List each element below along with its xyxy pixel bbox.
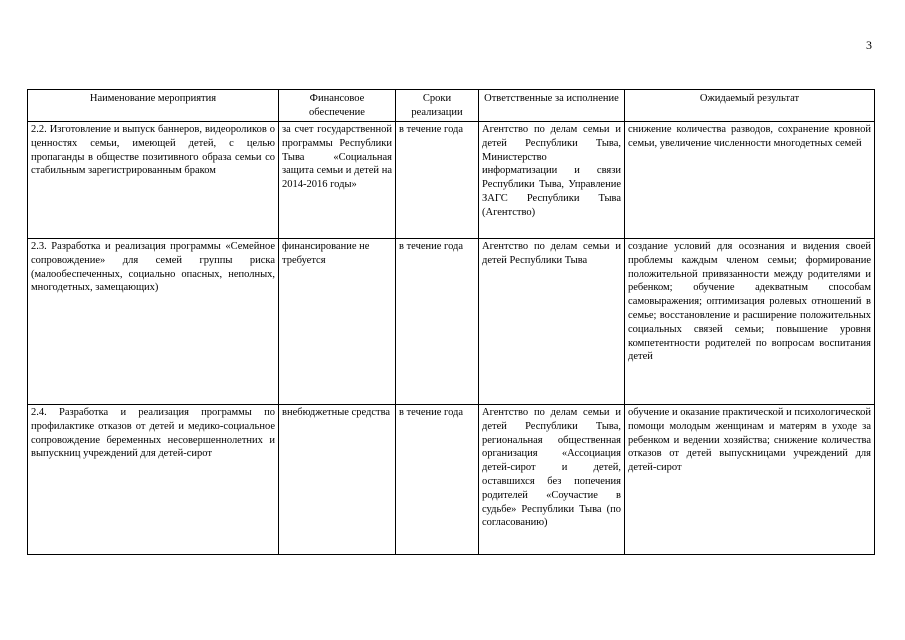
page-number: 3 bbox=[866, 38, 872, 52]
cell-measure-name: 2.4. Разработка и реализация программы по профилактике отказов от детей и медико-социальное сопровождение беременных несовершеннолетних и выпускниц учреждений для детей-сирот bbox=[28, 405, 279, 555]
cell-deadline: в течение года bbox=[396, 239, 479, 405]
cell-responsible: Агентство по делам семьи и детей Республики Тыва, Министерство информатизации и связи Республики Тыва, Управление ЗАГС Республики Тыва (Агентство) bbox=[479, 122, 625, 239]
cell-measure-name: 2.3. Разработка и реализация программы «Семейное сопровождение» для семей группы риска (малообеспеченных, социально опасных, неполных, многодетных, замещающих) bbox=[28, 239, 279, 405]
header-expected-result: Ожидаемый результат bbox=[625, 90, 875, 122]
cell-financing: за счет государственной программы Республики Тыва «Социальная защита семьи и детей на 2014-2016 годы» bbox=[279, 122, 396, 239]
header-measure-name: Наименование мероприятия bbox=[28, 90, 279, 122]
cell-expected-result: обучение и оказание практической и психологической помощи молодым женщинам и матерям в уходе за ребенком и ведении хозяйства; снижение количества отказов от детей выпускницами учреждений для детей-сирот bbox=[625, 405, 875, 555]
header-financing: Финансовое обеспечение bbox=[279, 90, 396, 122]
cell-financing: финансирование не требуется bbox=[279, 239, 396, 405]
cell-deadline: в течение года bbox=[396, 405, 479, 555]
cell-financing: внебюджетные средства bbox=[279, 405, 396, 555]
header-deadlines: Сроки реализации bbox=[396, 90, 479, 122]
cell-measure-name: 2.2. Изготовление и выпуск баннеров, видеороликов о ценностях семьи, имеющей детей, с целью пропаганды в обществе позитивного образа семьи со стабильным зарегистрированным браком bbox=[28, 122, 279, 239]
table-row bbox=[28, 239, 875, 405]
table-row bbox=[28, 405, 875, 555]
measures-table bbox=[27, 89, 875, 555]
cell-responsible: Агентство по делам семьи и детей Республики Тыва, региональная общественная организация «Ассоциация детей-сирот и детей, оставшихся без попечения родителей «Соучастие в судьбе» Республики Тыва (по согласованию) bbox=[479, 405, 625, 555]
header-responsible: Ответственные за исполнение bbox=[479, 90, 625, 122]
cell-expected-result: снижение количества разводов, сохранение кровной семьи, увеличение численности многодетных семей bbox=[625, 122, 875, 239]
table-header-row bbox=[28, 90, 875, 122]
table-row bbox=[28, 122, 875, 239]
cell-deadline: в течение года bbox=[396, 122, 479, 239]
cell-responsible: Агентство по делам семьи и детей Республики Тыва bbox=[479, 239, 625, 405]
cell-expected-result: создание условий для осознания и видения своей проблемы каждым членом семьи; формирование положительной привязанности между родителями и ребенком; обучение адекватным способам самовыражения; оптимизация ролевых отношений в семье; восстановление и расширение положительных социальных связей семьи; повышение уровня компетентности родителей по вопросам воспитания детей bbox=[625, 239, 875, 405]
